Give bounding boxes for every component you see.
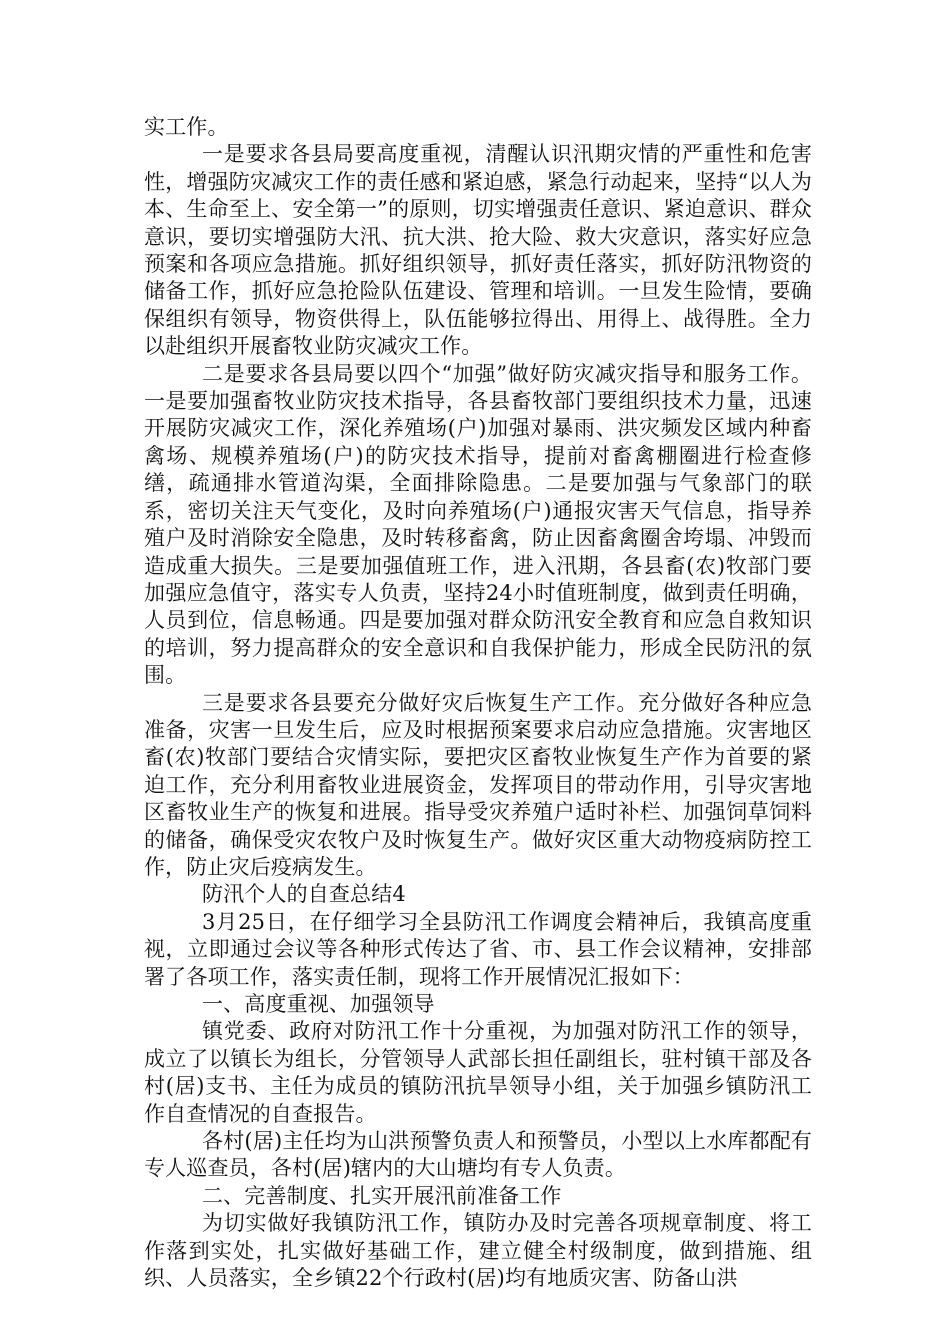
paragraph-warning-staff: 各村(居)主任均为山洪预警负责人和预警员，小型以上水库都配有专人巡查员，各村(居)辖内的大山塘均有专人负责。 bbox=[144, 1129, 812, 1181]
paragraph-point-three: 三是要求各县要充分做好灾后恢复生产工作。充分做好各种应急准备，灾害一旦发生后，应及时根据预案要求启动应急措施。灾害地区畜(农)牧部门要结合灾情实际，要把灾区畜牧业恢复生产作为首要的紧迫工作，充分利用畜牧业进展资金，发挥项目的带动作用，引导灾害地区畜牧业生产的恢复和进展。指导受灾养殖户适时补栏、加强饲草饲料的储备，确保受灾农牧户及时恢复生产。做好灾区重大动物疫病防控工作，防止灾后疫病发生。 bbox=[144, 690, 812, 879]
paragraph-point-two: 二是要求各县局要以四个“加强”做好防灾减灾指导和服务工作。一是要加强畜牧业防灾技术指导，各县畜牧部门要组织技术力量，迅速开展防灾减灾工作，深化养殖场(户)加强对暴雨、洪灾频发区域内种畜禽场、规模养殖场(户)的防灾技术指导，提前对畜禽棚圈进行检查修缮，疏通排水管道沟渠，全面排除隐患。二是要加强与气象部门的联系，密切关注天气变化，及时向养殖场(户)通报灾害天气信息，指导养殖户及时消除安全隐患，及时转移畜禽，防止因畜禽圈舍垮塌、冲毁而造成重大损失。三是要加强值班工作，进入汛期，各县畜(农)牧部门要加强应急值守，落实专人负责，坚持24小时值班制度，做到责任明确，人员到位，信息畅通。四是要加强对群众防汛安全教育和应急自救知识的培训，努力提高群众的安全意识和自我保护能力，形成全民防汛的氛围。 bbox=[144, 361, 812, 688]
subheading-leadership: 一、高度重视、加强领导 bbox=[202, 992, 435, 1016]
paragraph-intro: 3月25日，在仔细学习全县防汛工作调度会精神后，我镇高度重视，立即通过会议等各种形式传达了省、市、县工作会议精神，安排部署了各项工作，落实责任制，现将工作开展情况汇报如下： bbox=[144, 909, 812, 989]
paragraph-leadership: 镇党委、政府对防汛工作十分重视，为加强对防汛工作的领导，成立了以镇长为组长，分管领导人武部长担任副组长，驻村镇干部及各村(居)支书、主任为成员的镇防汛抗旱领导小组，关于加强乡镇防汛工作自查情况的自查报告。 bbox=[144, 1019, 812, 1126]
section-heading-summary-4: 防汛个人的自查总结4 bbox=[202, 882, 406, 907]
paragraph-preparation: 为切实做好我镇防汛工作，镇防办及时完善各项规章制度、将工作落到实处，扎实做好基础工作，建立健全村级制度，做到措施、组织、人员落实，全乡镇22个行政村(居)均有地质灾害、防备山洪 bbox=[144, 1211, 812, 1291]
document-body bbox=[144, 114, 812, 1292]
paragraph-point-one: 一是要求各县局要高度重视，清醒认识汛期灾情的严重性和危害性，增强防灾减灾工作的责任感和紧迫感，紧急行动起来，坚持“以人为本、生命至上、安全第一”的原则，切实增强责任意识、紧迫意识、群众意识，要切实增强防大汛、抗大洪、抢大险、救大灾意识，落实好应急预案和各项应急措施。抓好组织领导，抓好责任落实，抓好防汛物资的储备工作，抓好应急抢险队伍建设、管理和培训。一旦发生险情，要确保组织有领导，物资供得上，队伍能够拉得出、用得上、战得胜。全力以赴组织开展畜牧业防灾减灾工作。 bbox=[144, 142, 812, 359]
paragraph-continuation: 实工作。 bbox=[144, 115, 229, 139]
subheading-preparation: 二、完善制度、扎实开展汛前准备工作 bbox=[202, 1183, 562, 1208]
